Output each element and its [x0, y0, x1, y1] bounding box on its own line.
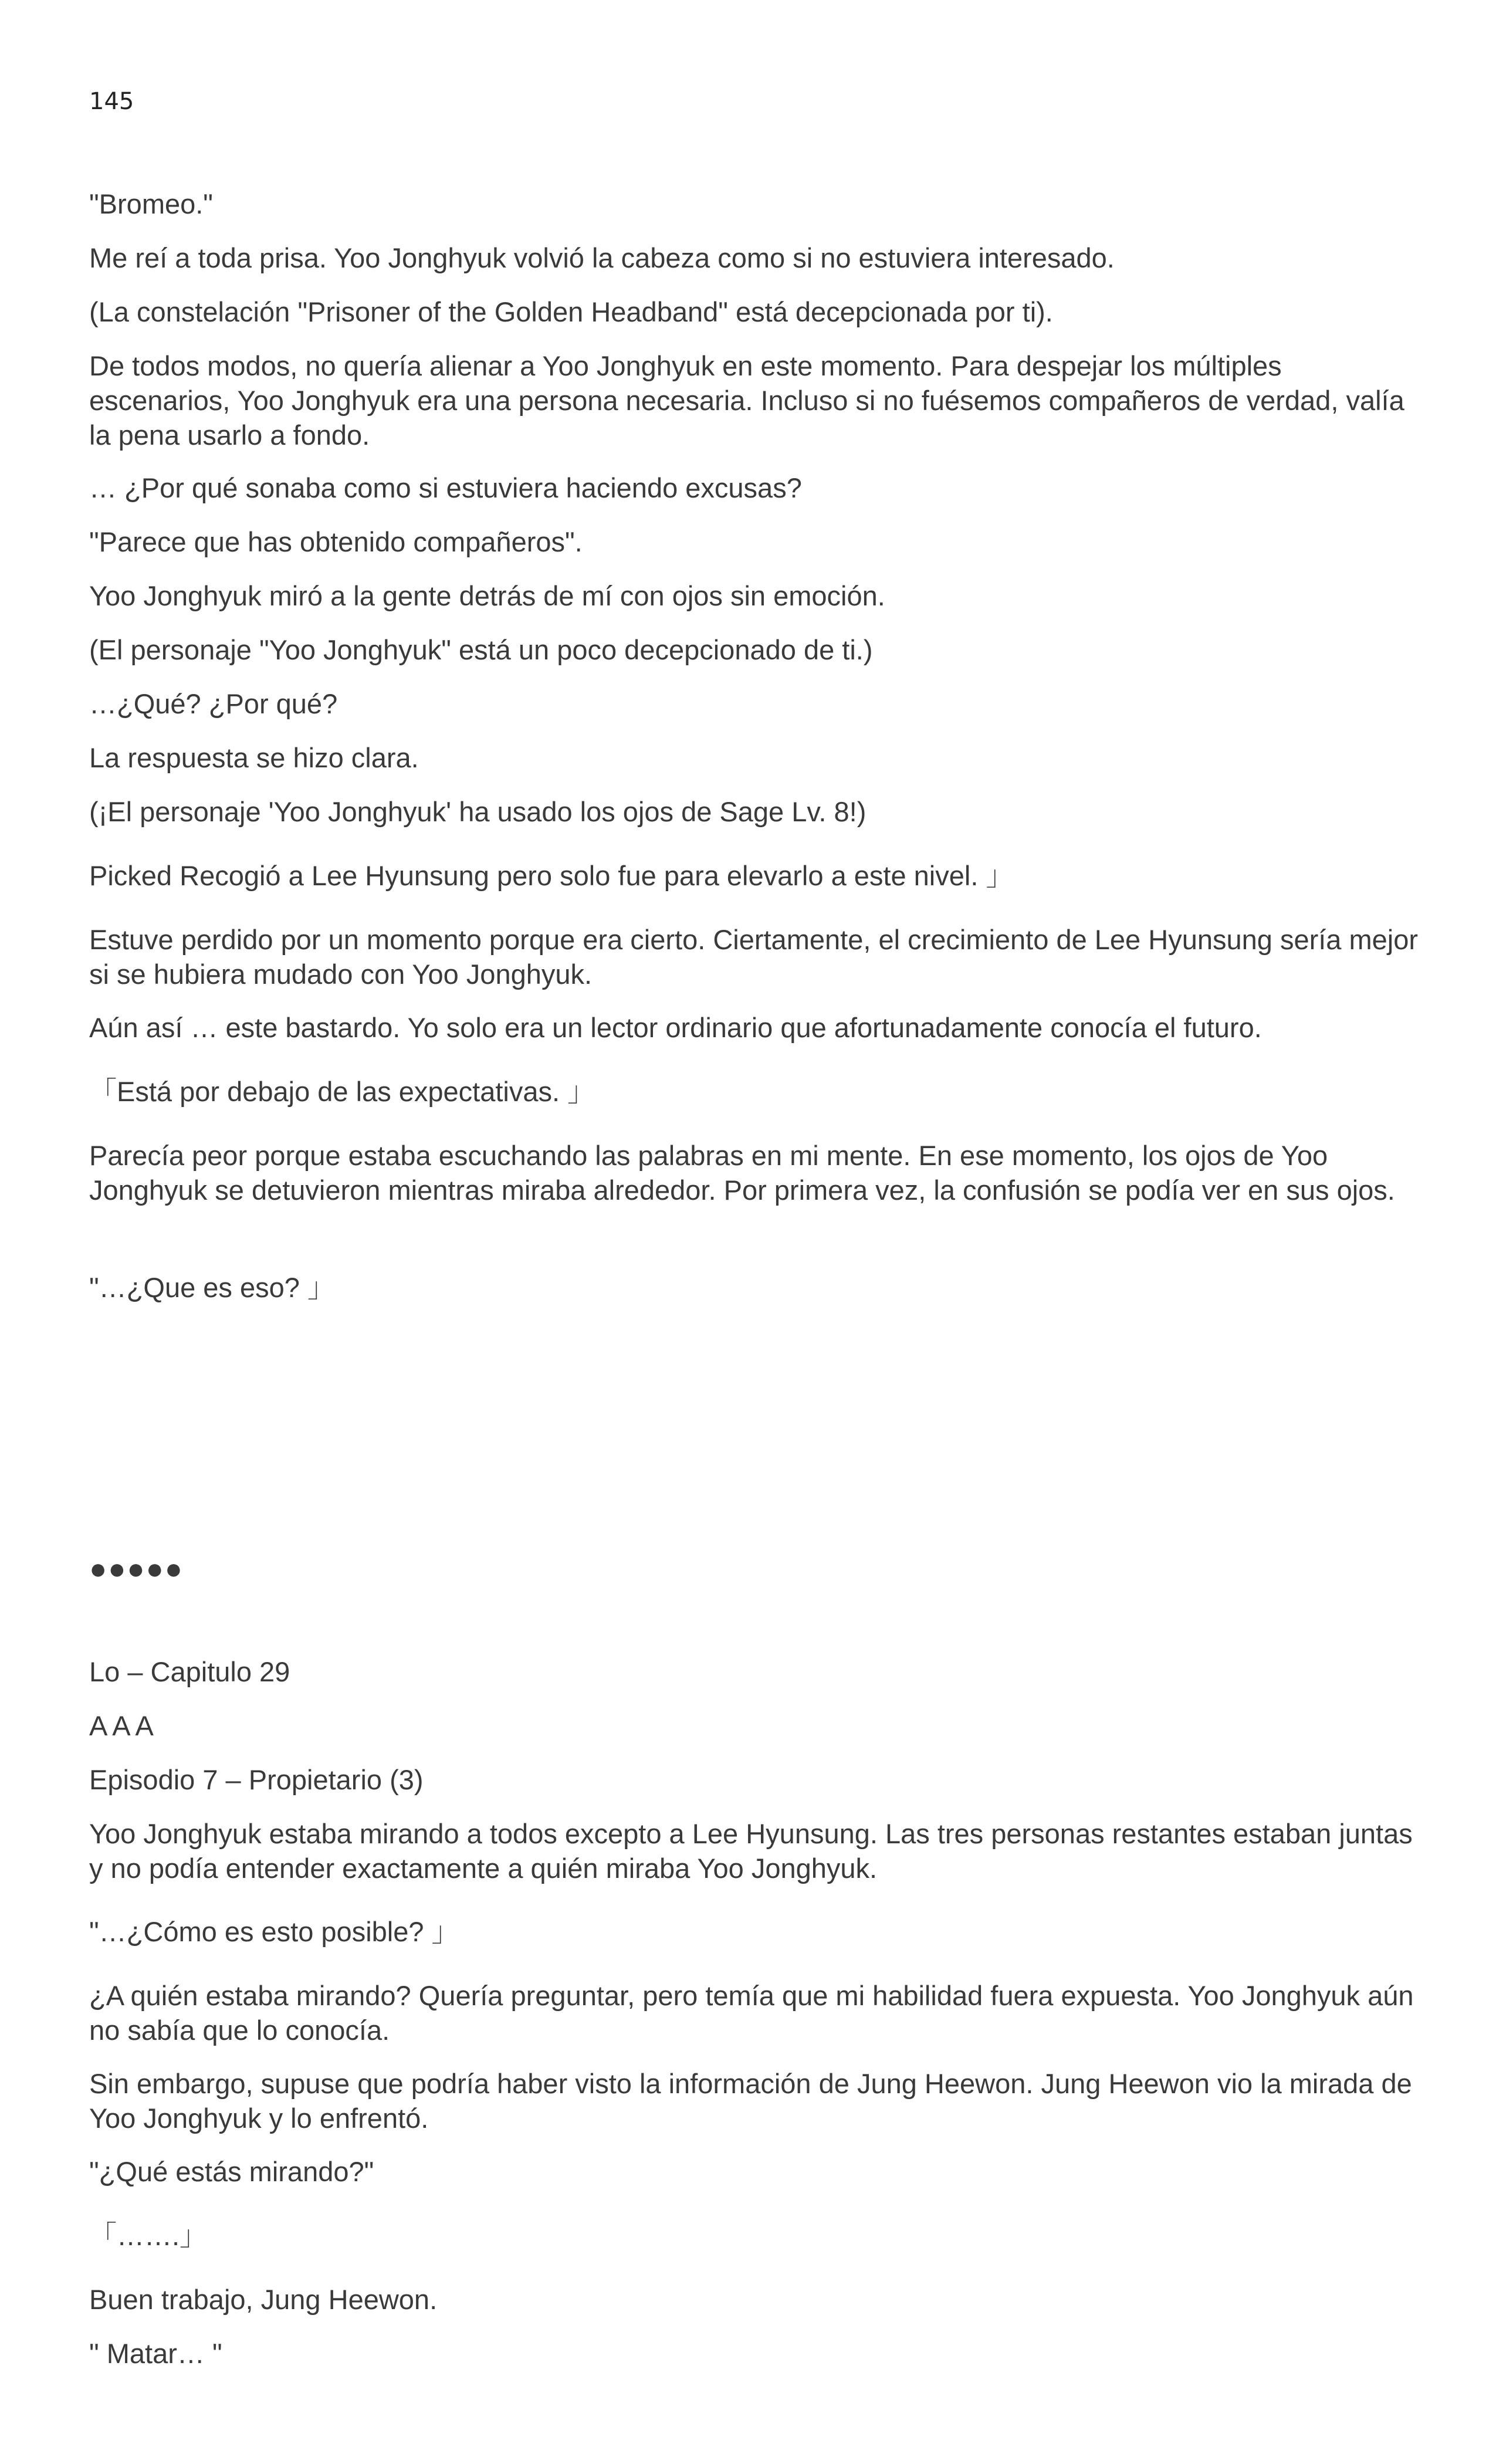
paragraph: Picked Recogió a Lee Hyunsung pero solo fue para elevarlo a este nivel. 」: [89, 860, 1014, 891]
paragraph: Parecía peor porque estaba escuchando las palabras en mi mente. En ese momento, los ojos de Yoo Jonghyuk se detuvieron mientras miraba alrededor. Por primera vez, la confusión se podía ver en sus ojos.: [89, 1140, 1395, 1206]
paragraph: La respuesta se hizo clara.: [89, 742, 419, 773]
paragraph: "…¿Cómo es esto posible? 」: [89, 1916, 459, 1947]
paragraph: 「…….」: [89, 2220, 208, 2251]
episode-title: Episodio 7 – Propietario (3): [89, 1764, 424, 1795]
paragraph: (¡El personaje 'Yoo Jonghyuk' ha usado los ojos de Sage Lv. 8!): [89, 796, 867, 827]
paragraph: Aún así … este bastardo. Yo solo era un lector ordinario que afortunadamente conocía el futuro.: [89, 1012, 1262, 1043]
paragraph: (El personaje "Yoo Jonghyuk" está un poco decepcionado de ti.): [89, 634, 873, 665]
paragraph: "…¿Que es eso? 」: [89, 1272, 335, 1303]
paragraph: …¿Qué? ¿Por qué?: [89, 688, 338, 719]
paragraph: Yoo Jonghyuk miró a la gente detrás de mí con ojos sin emoción.: [89, 580, 885, 611]
font-size-controls: A A A: [89, 1710, 154, 1741]
section-separator: ●●●●●: [89, 1552, 184, 1585]
chapter-heading: Lo – Capitulo 29: [89, 1656, 290, 1687]
paragraph: Estuve perdido por un momento porque era cierto. Ciertamente, el crecimiento de Lee Hyunsung sería mejor si se hubiera mudado con Yoo Jonghyuk.: [89, 924, 1419, 990]
page-number: 145: [89, 88, 134, 115]
paragraph: De todos modos, no quería alienar a Yoo Jonghyuk en este momento. Para despejar los múltiples escenarios, Yoo Jonghyuk era una persona necesaria. Incluso si no fuésemos compañeros de verdad, valía la pena usarlo a fondo.: [89, 350, 1404, 451]
paragraph: " Matar… ": [89, 2338, 222, 2369]
paragraph: (La constelación "Prisoner of the Golden Headband" está decepcionada por ti).: [89, 296, 1053, 327]
paragraph: Buen trabajo, Jung Heewon.: [89, 2284, 438, 2315]
paragraph: Yoo Jonghyuk estaba mirando a todos excepto a Lee Hyunsung. Las tres personas restantes estaban juntas y no podía entender exactamente a quién miraba Yoo Jonghyuk.: [89, 1818, 1413, 1884]
paragraph: "Bromeo.": [89, 188, 213, 219]
paragraph: 「Está por debajo de las expectativas. 」: [89, 1076, 595, 1107]
paragraph: ¿A quién estaba mirando? Quería preguntar, pero temía que mi habilidad fuera expuesta. Yoo Jonghyuk aún no sabía que lo conocía.: [89, 1980, 1414, 2046]
paragraph: Sin embargo, supuse que podría haber visto la información de Jung Heewon. Jung Heewon vio la mirada de Yoo Jonghyuk y lo enfrentó.: [89, 2068, 1412, 2134]
paragraph: … ¿Por qué sonaba como si estuviera haciendo excusas?: [89, 472, 802, 503]
paragraph: "¿Qué estás mirando?": [89, 2156, 374, 2187]
paragraph: Me reí a toda prisa. Yoo Jonghyuk volvió la cabeza como si no estuviera interesado.: [89, 242, 1115, 273]
paragraph: "Parece que has obtenido compañeros".: [89, 526, 583, 557]
